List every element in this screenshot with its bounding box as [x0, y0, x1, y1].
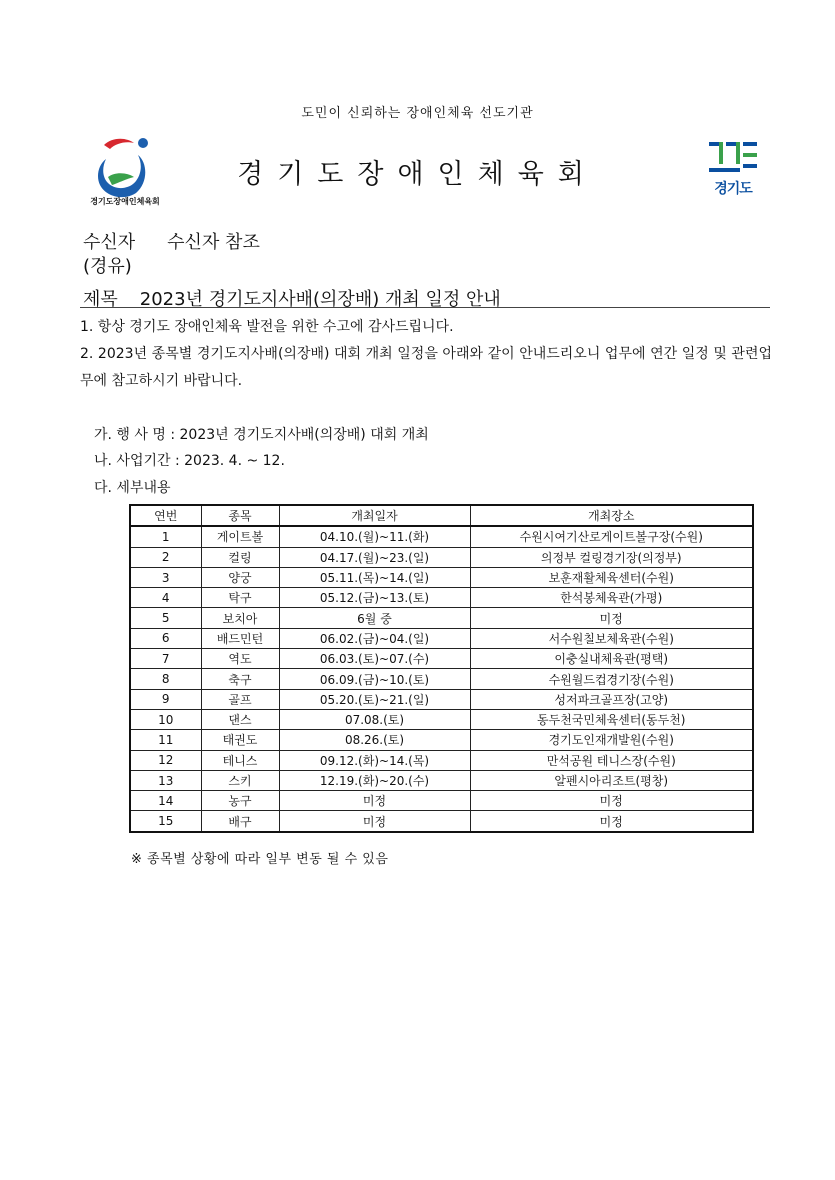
paragraph-2: 2. 2023년 종목별 경기도지사배(의장배) 대회 개최 일정을 아래와 같이 안내드리오니 업무에 연간 일정 및 관련업무에 참고하시기 바랍니다. — [80, 346, 772, 389]
subject-label: 제목 — [83, 289, 118, 310]
cell-date: 06.02.(금)~04.(일) — [279, 628, 470, 648]
table-row — [130, 608, 753, 628]
table-row — [130, 547, 753, 567]
cell-sport: 게이트볼 — [201, 526, 279, 547]
table-row — [130, 689, 753, 709]
cell-venue: 동두천국민체육센터(동두천) — [470, 709, 753, 729]
item-event-name: 가. 행 사 명 : 2023년 경기도지사배(의장배) 대회 개최 — [94, 427, 429, 443]
cell-venue: 의정부 컬링경기장(의정부) — [470, 547, 753, 567]
cell-sport: 컬링 — [201, 547, 279, 567]
recipient-line — [83, 228, 260, 254]
cell-date: 04.17.(월)~23.(일) — [279, 547, 470, 567]
recipient-label: 수신자 — [83, 232, 136, 253]
item-project-period: 나. 사업기간 : 2023. 4. ~ 12. — [94, 453, 285, 469]
subject-divider — [80, 307, 770, 308]
right-logo-caption: 경기도 — [714, 181, 752, 197]
cell-no: 7 — [130, 649, 201, 669]
table-row — [130, 588, 753, 608]
table-row — [130, 770, 753, 790]
cell-venue: 미정 — [470, 608, 753, 628]
via-label: (경유) — [83, 256, 132, 277]
cell-date: 06.09.(금)~10.(토) — [279, 669, 470, 689]
cell-venue: 수원시여기산로게이트볼구장(수원) — [470, 526, 753, 547]
cell-no: 11 — [130, 730, 201, 750]
cell-sport: 댄스 — [201, 709, 279, 729]
cell-date: 05.11.(목)~14.(일) — [279, 567, 470, 587]
cell-sport: 축구 — [201, 669, 279, 689]
table-row — [130, 709, 753, 729]
subject-value: 2023년 경기도지사배(의장배) 개최 일정 안내 — [139, 289, 501, 310]
cell-no: 8 — [130, 669, 201, 689]
table-row — [130, 649, 753, 669]
table-row — [130, 669, 753, 689]
cell-venue: 경기도인재개발원(수원) — [470, 730, 753, 750]
cell-venue: 미정 — [470, 791, 753, 811]
table-row — [130, 730, 753, 750]
cell-no: 14 — [130, 791, 201, 811]
cell-date: 05.20.(토)~21.(일) — [279, 689, 470, 709]
cell-sport: 역도 — [201, 649, 279, 669]
cell-no: 6 — [130, 628, 201, 648]
cell-venue: 성저파크골프장(고양) — [470, 689, 753, 709]
cell-no: 10 — [130, 709, 201, 729]
header-date: 개최일자 — [279, 505, 470, 526]
cell-no: 4 — [130, 588, 201, 608]
cell-date: 06.03.(토)~07.(수) — [279, 649, 470, 669]
table-row — [130, 811, 753, 832]
cell-date: 09.12.(화)~14.(목) — [279, 750, 470, 770]
left-logo-caption: 경기도장애인체육회 — [90, 197, 160, 206]
item-details: 다. 세부내용 — [94, 480, 171, 496]
cell-venue: 보훈재활체육센터(수원) — [470, 567, 753, 587]
cell-date: 08.26.(토) — [279, 730, 470, 750]
cell-venue: 이충실내체육관(평택) — [470, 649, 753, 669]
cell-date: 04.10.(월)~11.(화) — [279, 526, 470, 547]
cell-sport: 테니스 — [201, 750, 279, 770]
cell-no: 5 — [130, 608, 201, 628]
cell-venue: 서수원칠보체육관(수원) — [470, 628, 753, 648]
organization-title: 경기도장애인체육회 — [237, 159, 598, 190]
cell-no: 2 — [130, 547, 201, 567]
table-row — [130, 750, 753, 770]
cell-sport: 태권도 — [201, 730, 279, 750]
cell-date: 미정 — [279, 811, 470, 832]
cell-sport: 배구 — [201, 811, 279, 832]
cell-no: 9 — [130, 689, 201, 709]
cell-venue: 알펜시아리조트(평창) — [470, 770, 753, 790]
cell-no: 15 — [130, 811, 201, 832]
organization-motto: 도민이 신뢰하는 장애인체육 선도기관 — [301, 106, 534, 121]
schedule-table — [129, 504, 754, 833]
table-header-row — [130, 505, 753, 526]
cell-sport: 배드민턴 — [201, 628, 279, 648]
cell-date: 12.19.(화)~20.(수) — [279, 770, 470, 790]
cell-date: 07.08.(토) — [279, 709, 470, 729]
table-row — [130, 628, 753, 648]
cell-date: 05.12.(금)~13.(토) — [279, 588, 470, 608]
cell-venue: 만석공원 테니스장(수원) — [470, 750, 753, 770]
cell-date: 미정 — [279, 791, 470, 811]
schedule-note: ※ 종목별 상황에 따라 일부 변동 될 수 있음 — [131, 852, 389, 867]
gyeonggi-province-logo-icon — [707, 140, 759, 174]
table-row — [130, 567, 753, 587]
recipient-value: 수신자 참조 — [167, 232, 260, 253]
cell-venue: 한석봉체육관(가평) — [470, 588, 753, 608]
cell-sport: 농구 — [201, 791, 279, 811]
cell-venue: 미정 — [470, 811, 753, 832]
header-sport: 종목 — [201, 505, 279, 526]
cell-sport: 보치아 — [201, 608, 279, 628]
cell-date: 6월 중 — [279, 608, 470, 628]
table-row — [130, 791, 753, 811]
cell-no: 13 — [130, 770, 201, 790]
header-venue: 개최장소 — [470, 505, 753, 526]
cell-sport: 탁구 — [201, 588, 279, 608]
cell-sport: 골프 — [201, 689, 279, 709]
cell-no: 3 — [130, 567, 201, 587]
cell-sport: 양궁 — [201, 567, 279, 587]
cell-sport: 스키 — [201, 770, 279, 790]
cell-no: 1 — [130, 526, 201, 547]
paragraph-1: 1. 항상 경기도 장애인체육 발전을 위한 수고에 감사드립니다. — [80, 319, 454, 335]
cell-venue: 수원월드컵경기장(수원) — [470, 669, 753, 689]
table-row — [130, 526, 753, 547]
header-no: 연번 — [130, 505, 201, 526]
cell-no: 12 — [130, 750, 201, 770]
